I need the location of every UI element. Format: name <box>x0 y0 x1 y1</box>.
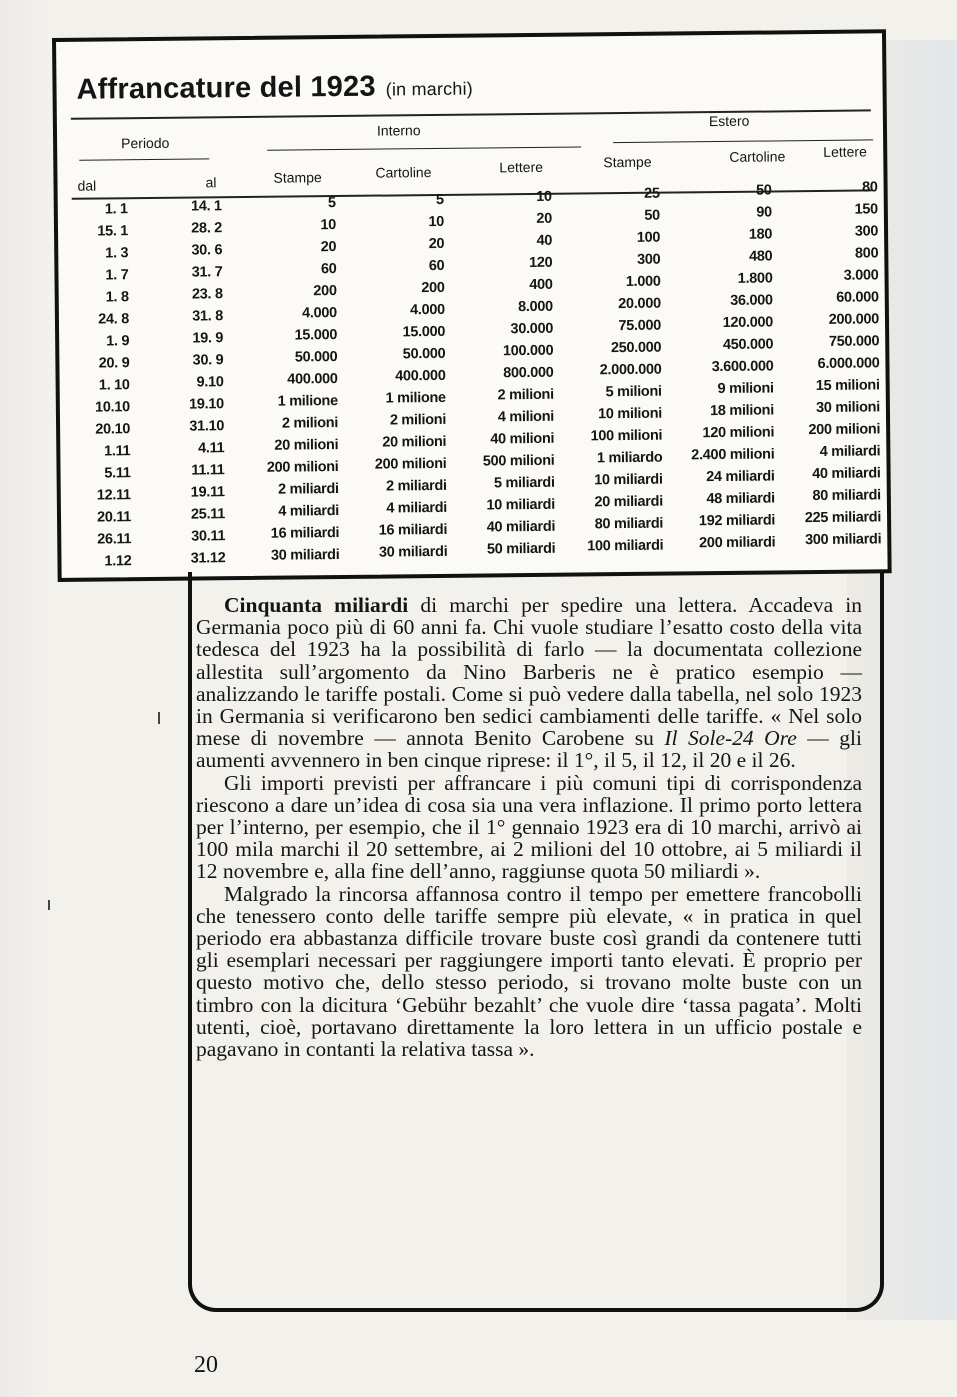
cell-e-cartoline: 450.000 <box>722 336 774 353</box>
article-paragraph-3: Malgrado la rincorsa affannosa contro il tempo per emettere francobolli che tenessero conto delle tariffe sempre più elevate, « in pratica in quel periodo era abbastanza difficile trovare buste così grandi da contenere tutti gli esemplari necessari per raggiungere importi tanto elevati. È proprio per questo motivo che, dello stesso periodo, si trovano molte buste con un timbro con la dicitura ‘Gebühr bezahlt’ che vuole dire ‘tassa pagata’. Molti utenti, cioè, portavano direttamente la loro lettera in un ufficio postale e pagavano in contanti la relativa tassa ». <box>196 881 862 1062</box>
cell-i-stampe: 30 miliardi <box>270 547 340 564</box>
cell-e-cartoline: 48 miliardi <box>706 490 775 508</box>
cell-i-cartoline: 10 <box>428 213 445 231</box>
cell-al: 11.11 <box>191 462 225 479</box>
header-estero: Estero <box>708 112 750 130</box>
cell-e-stampe: 50 <box>644 207 660 224</box>
header-al: al <box>205 174 217 191</box>
cell-i-stampe: 50.000 <box>294 349 338 366</box>
cell-e-cartoline: 24 miliardi <box>706 468 775 486</box>
page-edge <box>0 0 50 1397</box>
cell-i-cartoline: 30 miliardi <box>378 543 448 561</box>
cell-al: 19. 9 <box>192 330 224 347</box>
cell-i-lettere: 100.000 <box>502 342 554 360</box>
cell-e-cartoline: 120 milioni <box>702 424 775 442</box>
cell-e-lettere: 80 <box>861 179 878 196</box>
cell-e-stampe: 1.000 <box>625 273 661 291</box>
cell-i-lettere: 40 milioni <box>490 430 555 448</box>
cell-e-stampe: 10 milioni <box>597 405 663 423</box>
cell-i-cartoline: 400.000 <box>395 367 446 385</box>
cell-i-stampe: 15.000 <box>294 327 338 344</box>
cell-i-lettere: 10 miliardi <box>486 496 555 514</box>
cell-dal: 26.11 <box>97 531 132 548</box>
cell-e-stampe: 250.000 <box>610 339 662 357</box>
cell-i-lettere: 10 <box>536 188 552 205</box>
cell-dal: 1. 9 <box>106 333 130 350</box>
periodo-rule <box>79 158 209 160</box>
cell-dal: 10.10 <box>94 399 130 416</box>
cell-dal: 12.11 <box>96 487 131 504</box>
cell-dal: 1. 7 <box>105 267 129 284</box>
header-lettere: Lettere <box>499 158 544 176</box>
cell-e-stampe: 10 miliardi <box>594 471 663 489</box>
cell-dal: 20. 9 <box>98 355 130 372</box>
cell-e-cartoline: 192 miliardi <box>698 512 776 530</box>
article-paragraph-1 <box>196 594 862 772</box>
cell-e-cartoline: 18 milioni <box>709 402 775 420</box>
cell-e-lettere: 150 <box>854 201 878 218</box>
cell-i-cartoline: 5 <box>435 191 444 208</box>
cell-e-stampe: 100 miliardi <box>587 537 664 555</box>
cell-i-cartoline: 16 miliardi <box>378 521 448 539</box>
cell-i-lettere: 8.000 <box>517 298 553 316</box>
cell-e-lettere: 300 <box>854 223 879 240</box>
cell-dal: 1. 1 <box>104 201 128 218</box>
cell-i-cartoline: 200 milioni <box>374 455 447 473</box>
cell-e-cartoline: 1.800 <box>737 270 773 287</box>
cell-e-stampe: 100 milioni <box>590 427 663 445</box>
cell-e-lettere: 60.000 <box>836 289 879 306</box>
cell-i-stampe: 10 <box>320 217 337 234</box>
cell-i-stampe: 400.000 <box>287 371 338 388</box>
cell-i-stampe: 20 milioni <box>274 437 339 454</box>
cell-e-stampe: 2.000.000 <box>599 361 662 379</box>
cell-i-cartoline: 2 milioni <box>389 411 447 429</box>
cell-al: 19.11 <box>190 484 225 501</box>
cell-al: 19.10 <box>188 396 224 413</box>
cell-e-stampe: 80 miliardi <box>594 515 664 533</box>
cell-dal: 1.11 <box>104 443 131 460</box>
cell-al: 31.10 <box>189 418 225 435</box>
cell-i-stampe: 2 milioni <box>281 415 339 432</box>
cell-al: 9.10 <box>196 374 224 391</box>
header-cartoline: Cartoline <box>375 164 432 181</box>
cell-i-cartoline: 4 miliardi <box>386 499 448 517</box>
cell-al: 30. 9 <box>192 352 224 369</box>
cell-e-stampe: 1 miliardo <box>596 449 663 467</box>
article-p1-end: — gli aumenti avvennero in ben cinque riprese: il 1°, il 5, il 12, il 20 e il 26. <box>196 726 862 773</box>
cell-al: 4.11 <box>197 440 225 457</box>
cell-e-cartoline: 36.000 <box>730 292 773 309</box>
cell-dal: 1.12 <box>104 553 132 570</box>
cell-e-stampe: 20 miliardi <box>594 493 663 511</box>
cell-dal: 20.10 <box>95 421 131 438</box>
table-subtitle: (in marchi) <box>385 78 474 100</box>
table-title-text: Affrancature del 1923 <box>76 70 376 106</box>
cell-e-stampe: 25 <box>644 185 660 202</box>
cell-e-stampe: 75.000 <box>618 317 662 335</box>
header-stampe: Stampe <box>273 169 322 186</box>
margin-mark <box>48 900 50 910</box>
header-dal: dal <box>77 177 97 194</box>
cell-e-lettere: 15 milioni <box>815 377 880 395</box>
cell-e-cartoline: 9 milioni <box>717 380 774 398</box>
cell-al: 25.11 <box>190 506 226 523</box>
cell-i-cartoline: 4.000 <box>409 301 445 319</box>
cell-e-lettere: 40 miliardi <box>812 465 881 483</box>
cell-i-lettere: 400 <box>529 276 553 294</box>
header-periodo: Periodo <box>121 134 170 152</box>
cell-i-lettere: 500 milioni <box>482 452 555 470</box>
cell-i-lettere: 30.000 <box>510 320 554 338</box>
cell-e-lettere: 4 miliardi <box>819 443 881 460</box>
cell-e-lettere: 30 milioni <box>815 399 880 417</box>
margin-mark <box>158 712 160 724</box>
cell-dal: 24. 8 <box>98 311 130 328</box>
cell-i-lettere: 40 <box>536 232 553 249</box>
cell-al: 31.12 <box>190 550 226 567</box>
header-lettere-estero: Lettere <box>823 143 867 160</box>
cell-i-stampe: 200 <box>313 283 337 300</box>
cell-e-stampe: 100 <box>636 229 661 246</box>
cell-e-lettere: 750.000 <box>828 333 880 350</box>
cell-i-lettere: 50 miliardi <box>486 540 556 558</box>
table-title <box>76 70 473 107</box>
cell-i-stampe: 4 miliardi <box>278 503 340 520</box>
cell-i-cartoline: 20 <box>428 235 445 253</box>
interno-rule <box>267 146 581 150</box>
cell-i-cartoline: 60 <box>428 257 445 275</box>
cell-i-stampe: 60 <box>320 261 337 278</box>
cell-e-stampe: 5 milioni <box>605 383 662 401</box>
cell-al: 30. 6 <box>191 242 223 259</box>
page-number: 20 <box>194 1352 218 1378</box>
cell-i-lettere: 20 <box>536 210 553 227</box>
cell-e-lettere: 225 miliardi <box>804 509 882 527</box>
article-source: Il Sole-24 Ore <box>664 726 797 751</box>
cell-i-lettere: 40 miliardi <box>486 518 556 536</box>
cell-e-lettere: 80 miliardi <box>812 487 881 505</box>
cell-e-lettere: 300 miliardi <box>805 531 882 549</box>
cell-e-cartoline: 90 <box>756 204 772 221</box>
cell-dal: 20.11 <box>96 509 132 526</box>
cell-dal: 1. 10 <box>98 377 130 394</box>
cell-e-stampe: 20.000 <box>618 295 661 313</box>
cell-dal: 5.11 <box>104 465 131 482</box>
cell-i-cartoline: 50.000 <box>402 345 446 363</box>
article-body <box>196 594 862 1060</box>
cell-al: 30.11 <box>191 528 226 545</box>
header-stampe-estero: Stampe <box>603 153 652 171</box>
cell-e-cartoline: 480 <box>748 248 773 265</box>
cell-al: 23. 8 <box>191 286 223 303</box>
cell-i-lettere: 2 milioni <box>497 386 554 404</box>
cell-e-cartoline: 200 miliardi <box>699 534 776 552</box>
header-cartoline-estero: Cartoline <box>729 148 786 165</box>
cell-al: 28. 2 <box>191 220 223 237</box>
cell-e-stampe: 300 <box>636 251 661 268</box>
title-rule <box>71 109 871 119</box>
cell-e-lettere: 800 <box>854 245 879 262</box>
cell-e-lettere: 200 milioni <box>808 421 881 439</box>
cell-i-cartoline: 200 <box>421 279 445 297</box>
cell-i-stampe: 5 <box>327 195 336 212</box>
cell-dal: 15. 1 <box>97 223 129 240</box>
cell-dal: 1. 3 <box>105 245 129 262</box>
cell-al: 14. 1 <box>190 198 222 215</box>
article-paragraph-2: Gli importi previsti per affrancare i più comuni tipi di corrispondenza riescono a dare un’idea di cosa sia una vera inflazione. Il primo porto lettera per l’interno, per esempio, che il 1° gennaio 1923 era di 10 marchi, arrivò ai 100 mila marchi il 20 settembre, ai 2 milioni del 10 ottobre, ai 5 miliardi il 12 novembre e, alla fine dell’anno, raggiunse quota 50 miliardi ». <box>196 770 862 884</box>
cell-e-cartoline: 50 <box>756 182 772 199</box>
cell-e-lettere: 200.000 <box>828 311 880 328</box>
cell-i-stampe: 1 milione <box>277 393 338 410</box>
cell-i-cartoline: 20 milioni <box>382 433 447 451</box>
cell-e-cartoline: 3.600.000 <box>711 358 774 376</box>
cell-dal: 1. 8 <box>105 289 129 306</box>
cell-e-lettere: 6.000.000 <box>817 355 880 372</box>
cell-e-cartoline: 180 <box>748 226 773 243</box>
cell-i-lettere: 5 miliardi <box>493 474 555 492</box>
cell-i-cartoline: 15.000 <box>402 323 446 341</box>
cell-i-stampe: 16 miliardi <box>270 525 340 542</box>
cell-i-lettere: 4 milioni <box>497 408 555 426</box>
estero-rule <box>613 139 873 143</box>
article-p1-text: di marchi per spedire una lettera. Accadeva in Germania poco più di 60 anni fa. Chi vuole studiare l’esatto costo della vita tedesca del 1923 ha la possibilità di farlo — la documentata collezione allestita sull’argomento da Nino Barberis ne è pratico esempio — analizzando le tariffe postali. Come si può vedere dalla tabella, nel solo 1923 in Germania si verificarono ben sedici cambiamenti delle tariffe. « Nel solo mese di novembre — annota Benito Carobene su <box>196 593 863 751</box>
cell-al: 31. 8 <box>192 308 224 325</box>
cell-i-stampe: 4.000 <box>302 305 337 322</box>
cell-i-cartoline: 1 milione <box>385 389 446 407</box>
header-interno: Interno <box>376 122 421 139</box>
cell-i-lettere: 120 <box>529 254 553 272</box>
cell-al: 31. 7 <box>191 264 223 281</box>
cell-i-stampe: 2 miliardi <box>277 481 339 498</box>
cell-i-stampe: 200 milioni <box>266 459 339 476</box>
article-lead: Cinquanta miliardi <box>224 593 409 617</box>
postal-rates-table <box>52 29 892 582</box>
cell-i-cartoline: 2 miliardi <box>385 477 447 495</box>
cell-i-lettere: 800.000 <box>503 364 554 382</box>
cell-e-cartoline: 120.000 <box>722 314 774 331</box>
cell-e-cartoline: 2.400 milioni <box>691 446 775 464</box>
cell-e-lettere: 3.000 <box>843 267 879 284</box>
cell-i-stampe: 20 <box>320 239 337 256</box>
